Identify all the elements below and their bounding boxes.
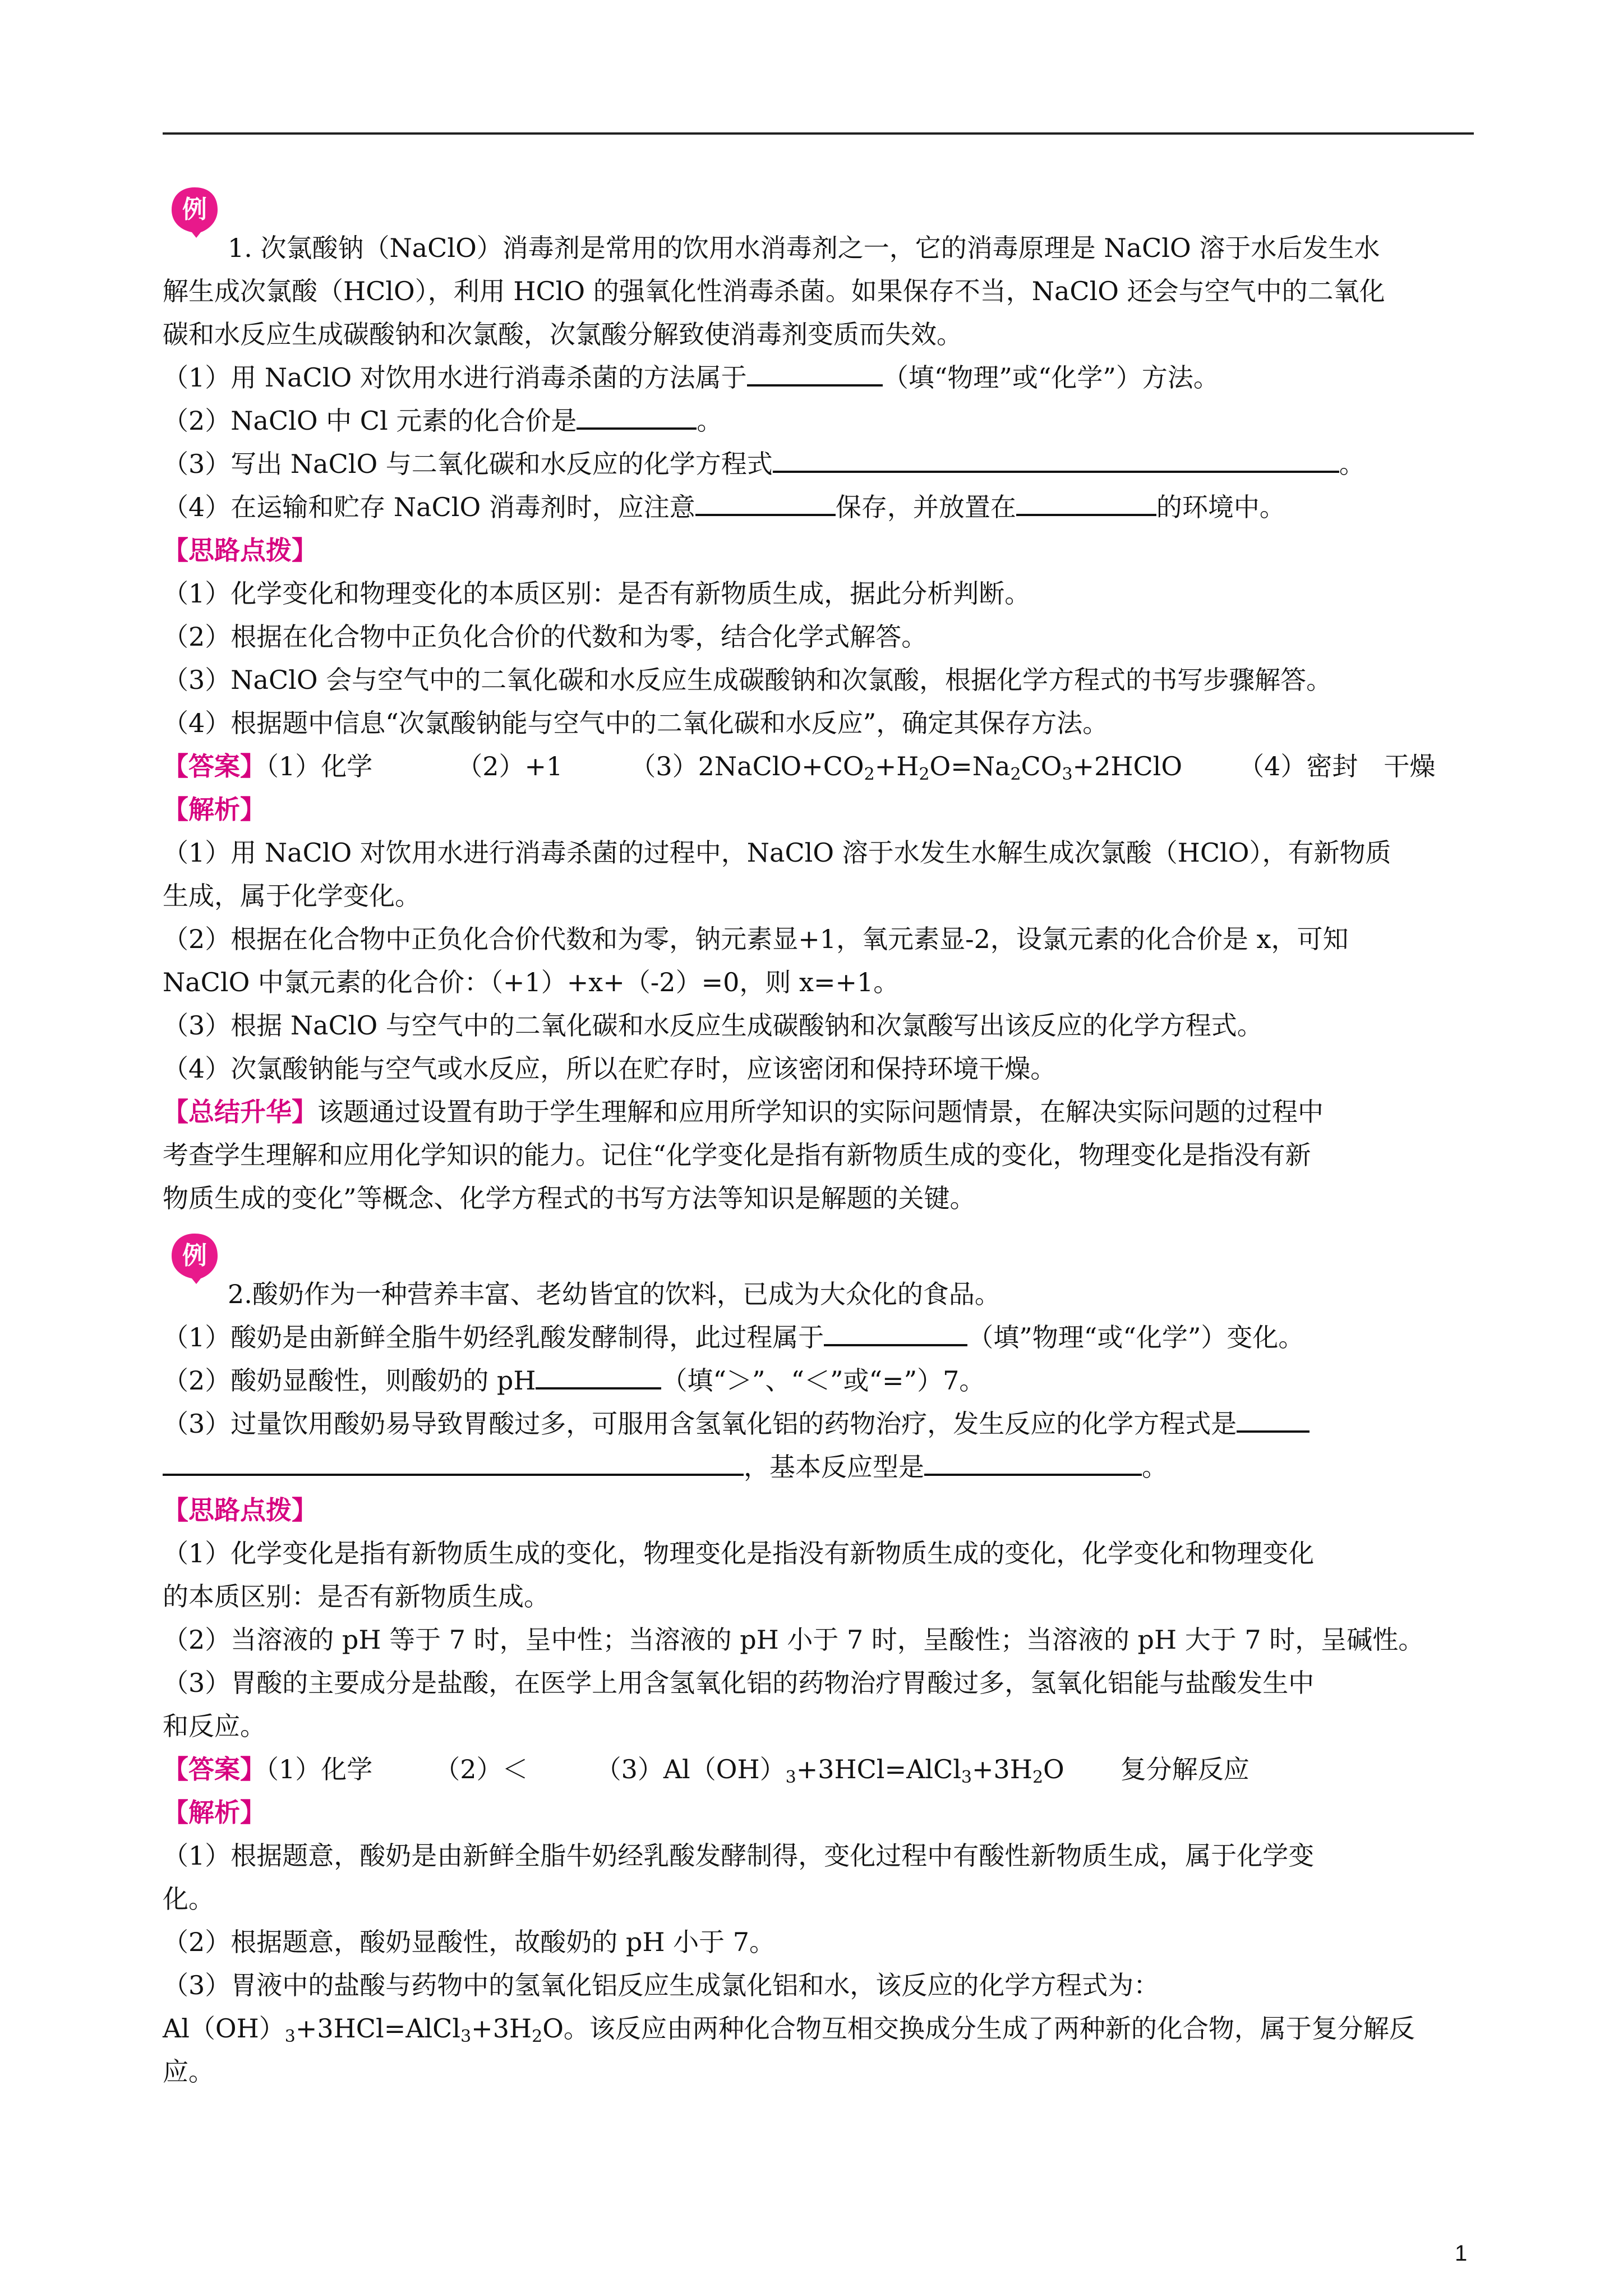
q1-summary-line-1: 【总结升华】该题通过设置有助于学生理解和应用所学知识的实际问题情景，在解决实际问题的过程中 [163, 1097, 1324, 1127]
q2-hint-2: 的本质区别：是否有新物质生成。 [163, 1581, 550, 1612]
q1-hint-2: （2）根据在化合物中正负化合价的代数和为零，结合化学式解答。 [163, 622, 928, 652]
answer-blank[interactable] [536, 1361, 661, 1389]
q2-analysis-6: 应。 [163, 2056, 214, 2087]
header-rule [163, 132, 1474, 135]
q1-analysis-4: NaClO 中氯元素的化合价：（+1）+x+（-2）=0，则 x=+1。 [163, 967, 900, 997]
document-body [163, 185, 1473, 2093]
example-badge-icon [170, 185, 219, 239]
answer-blank[interactable] [695, 488, 836, 516]
q2-analysis-label: 【解析】 [163, 1797, 266, 1828]
q1-stem-line-2: 解生成次氯酸（HClO），利用 HClO 的强氧化性消毒杀菌。如果保存不当，NaClO 还会与空气中的二氧化 [163, 276, 1385, 306]
q2-analysis-3: （2）根据题意，酸奶显酸性，故酸奶的 pH 小于 7。 [163, 1927, 775, 1957]
q2-analysis-4: （3）胃液中的盐酸与药物中的氢氧化铝反应生成氯化铝和水，该反应的化学方程式为： [163, 1970, 1160, 2000]
q1-hint-4: （4）根据题中信息“次氯酸钠能与空气中的二氧化碳和水反应”，确定其保存方法。 [163, 708, 1109, 738]
q1-part-4: （4）在运输和贮存 NaClO 消毒剂时，应注意 保存，并放置在 的环境中。 [163, 486, 1473, 529]
example-badge-icon [170, 1231, 219, 1285]
q1-analysis-5: （3）根据 NaClO 与空气中的二氧化碳和水反应生成碳酸钠和次氯酸写出该反应的化学方程式。 [163, 1010, 1263, 1041]
q1-hint-1: （1）化学变化和物理变化的本质区别：是否有新物质生成，据此分析判断。 [163, 578, 1031, 609]
svg-text:例: 例 [182, 195, 207, 224]
answer-blank[interactable] [924, 1448, 1142, 1476]
q1-analysis-3: （2）根据在化合物中正负化合价代数和为零，钠元素显+1，氧元素显-2，设氯元素的化合价是 x，可知 [163, 924, 1349, 954]
q1-stem-line-1: 1. 次氯酸钠（NaClO）消毒剂是常用的饮用水消毒剂之一，它的消毒原理是 NaClO 溶于水后发生水 [228, 233, 1380, 263]
q1-part-2: （2）NaClO 中 Cl 元素的化合价是 。 [163, 399, 1473, 443]
example-badge-row [163, 185, 1473, 227]
q2-part-3-cont: ，基本反应型是 。 [163, 1446, 1473, 1489]
answer-blank[interactable] [163, 1448, 744, 1476]
q1-analysis-2: 生成，属于化学变化。 [163, 881, 421, 911]
q2-part-3: （3）过量饮用酸奶易导致胃酸过多，可服用含氢氧化铝的药物治疗，发生反应的化学方程式是 [163, 1402, 1473, 1446]
q1-summary-line-2: 考查学生理解和应用化学知识的能力。记住“化学变化是指有新物质生成的变化，物理变化是指没有新 [163, 1140, 1311, 1170]
answer-blank[interactable] [747, 358, 883, 386]
answer-blank[interactable] [1016, 488, 1156, 516]
page-number: 1 [1455, 2241, 1468, 2266]
answer-blank[interactable] [1237, 1405, 1310, 1433]
q2-answer: 【答案】（1）化学 $(2)< (3)Al(OH)_3+3HCl=AlCl_3+3H_2O$ 复分解反应 [163, 1754, 1249, 1787]
q1-analysis-label: 【解析】 [163, 794, 266, 825]
answer-blank[interactable] [773, 445, 1339, 473]
q1-stem-line-3: 碳和水反应生成碳酸钠和次氯酸，次氯酸分解致使消毒剂变质而失效。 [163, 319, 962, 349]
q2-hint-4: （3）胃酸的主要成分是盐酸，在医学上用含氢氧化铝的药物治疗胃酸过多，氢氧化铝能与盐酸发生中 [163, 1668, 1315, 1698]
answer-blank[interactable] [577, 402, 697, 430]
q2-part-1: （1）酸奶是由新鲜全脂牛奶经乳酸发酵制得，此过程属于 （填”物理“或“化学”）变化。 [163, 1316, 1473, 1359]
q1-part-3: （3）写出 NaClO 与二氧化碳和水反应的化学方程式 。 [163, 443, 1473, 486]
q1-hint-label: 【思路点拨】 [163, 535, 317, 565]
q1-analysis-1: （1）用 NaClO 对饮用水进行消毒杀菌的过程中，NaClO 溶于水发生水解生成次氯酸（HClO），有新物质 [163, 838, 1391, 868]
q1-part-1: （1）用 NaClO 对饮用水进行消毒杀菌的方法属于 （填“物理”或“化学”）方法。 [163, 356, 1473, 399]
q1-summary-line-3: 物质生成的变化”等概念、化学方程式的书写方法等知识是解题的关键。 [163, 1183, 976, 1213]
q2-hint-1: （1）化学变化是指有新物质生成的变化，物理变化是指没有新物质生成的变化，化学变化和物理变化 [163, 1538, 1315, 1568]
q2-analysis-5: $Al(OH)_3+3HCl=AlCl_3+3H_2O$。该反应由两种化合物互相交换成分生成了两种新的化合物，属于复分解反 [163, 2013, 1415, 2046]
q2-stem: 2.酸奶作为一种营养丰富、老幼皆宜的饮料，已成为大众化的食品。 [228, 1279, 1000, 1309]
q1-answer: 【答案】（1）化学 （2）+1 $(3)2NaClO+CO_2+H_2O=Na_2CO_3+2HClO$ （4）密封 干燥 [163, 751, 1436, 784]
answer-blank[interactable] [824, 1318, 967, 1346]
q2-part-2: （2）酸奶显酸性，则酸奶的 pH （填“＞”、“＜”或“=”）7。 [163, 1359, 1473, 1402]
q2-hint-label: 【思路点拨】 [163, 1495, 317, 1525]
q2-analysis-2: 化。 [163, 1884, 214, 1914]
q1-analysis-6: （4）次氯酸钠能与空气或水反应，所以在贮存时，应该密闭和保持环境干燥。 [163, 1053, 1057, 1084]
svg-text:例: 例 [182, 1241, 207, 1270]
q2-hint-3: （2）当溶液的 pH 等于 7 时，呈中性；当溶液的 pH 小于 7 时，呈酸性；当溶液的 pH 大于 7 时，呈碱性。 [163, 1625, 1424, 1655]
q1-hint-3: （3）NaClO 会与空气中的二氧化碳和水反应生成碳酸钠和次氯酸，根据化学方程式的书写步骤解答。 [163, 665, 1332, 695]
example-badge-row [163, 1231, 1473, 1273]
q2-hint-5: 和反应。 [163, 1711, 266, 1741]
q2-analysis-1: （1）根据题意，酸奶是由新鲜全脂牛奶经乳酸发酵制得，变化过程中有酸性新物质生成，属于化学变 [163, 1841, 1315, 1871]
